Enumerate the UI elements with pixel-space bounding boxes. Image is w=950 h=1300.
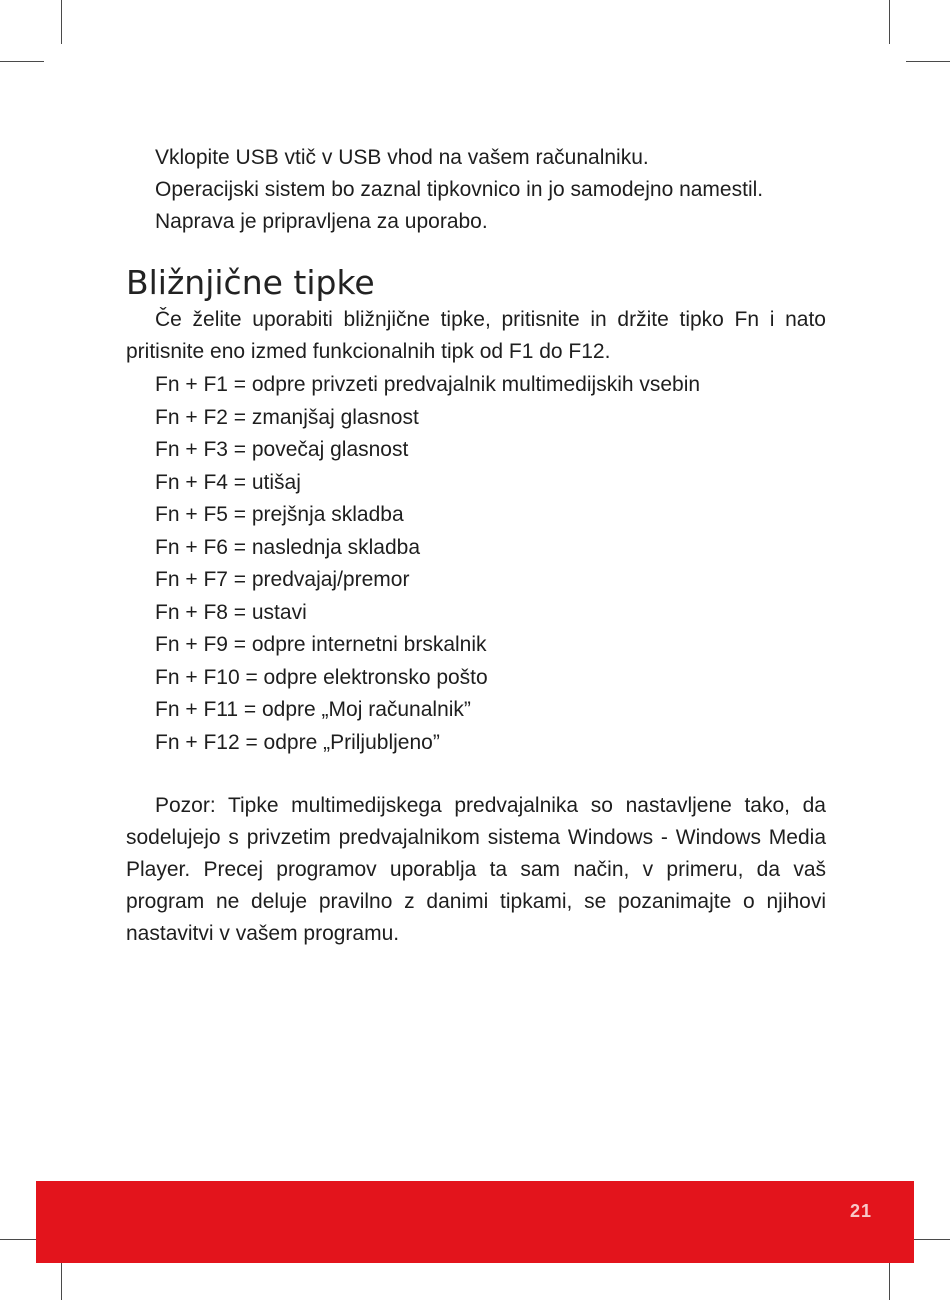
shortcut-item: Fn + F12 = odpre „Priljubljeno” — [155, 730, 440, 754]
crop-mark — [0, 61, 44, 62]
crop-mark — [61, 0, 62, 44]
shortcut-item: Fn + F4 = utišaj — [155, 470, 301, 494]
shortcut-intro-paragraph: Če želite uporabiti bližnjične tipke, pritisnite in držite tipko Fn i nato pritisnite eno izmed funkcionalnih tipk od F1 do F12. — [126, 308, 826, 363]
shortcut-item: Fn + F2 = zmanjšaj glasnost — [155, 405, 419, 429]
shortcut-item: Fn + F10 = odpre elektronsko pošto — [155, 665, 488, 689]
shortcut-item: Fn + F7 = predvajaj/premor — [155, 568, 410, 591]
shortcut-item: Fn + F6 = naslednja skladba — [155, 535, 421, 559]
shortcut-item: Fn + F8 = ustavi — [155, 600, 307, 624]
intro-line: Operacijski sistem bo zaznal tipkovnico in jo samodejno namestil. — [155, 178, 764, 201]
intro-line: Vklopite USB vtič v USB vhod na vašem računalniku. — [155, 146, 649, 169]
intro-instructions — [155, 142, 855, 238]
shortcut-item: Fn + F9 = odpre internetni brskalnik — [155, 633, 487, 656]
shortcut-item: Fn + F11 = odpre „Moj računalnik” — [155, 698, 471, 721]
crop-mark — [906, 61, 950, 62]
footer-band — [36, 1181, 914, 1263]
crop-mark — [889, 0, 890, 44]
shortcut-item: Fn + F5 = prejšnja skladba — [155, 503, 404, 526]
shortcut-item: Fn + F3 = povečaj glasnost — [155, 438, 409, 461]
note-paragraph: Pozor: Tipke multimedijskega predvajalnika so nastavljene tako, da sodelujejo s privzetim predvajalnikom sistema Windows - Windows Media Player. Precej programov uporablja ta sam način, v primeru, da vaš program ne deluje pravilno z danimi tipkami, se pozanimajte o njihovi nastavitvi v vašem programu. — [126, 794, 826, 945]
shortcut-item: Fn + F1 = odpre privzeti predvajalnik multimedijskih vsebin — [155, 373, 701, 396]
intro-line: Naprava je pripravljena za uporabo. — [155, 210, 488, 233]
shortcut-list — [155, 369, 700, 759]
page-number: 21 — [849, 1201, 872, 1221]
section-heading: Bližnjične tipke — [126, 263, 375, 302]
